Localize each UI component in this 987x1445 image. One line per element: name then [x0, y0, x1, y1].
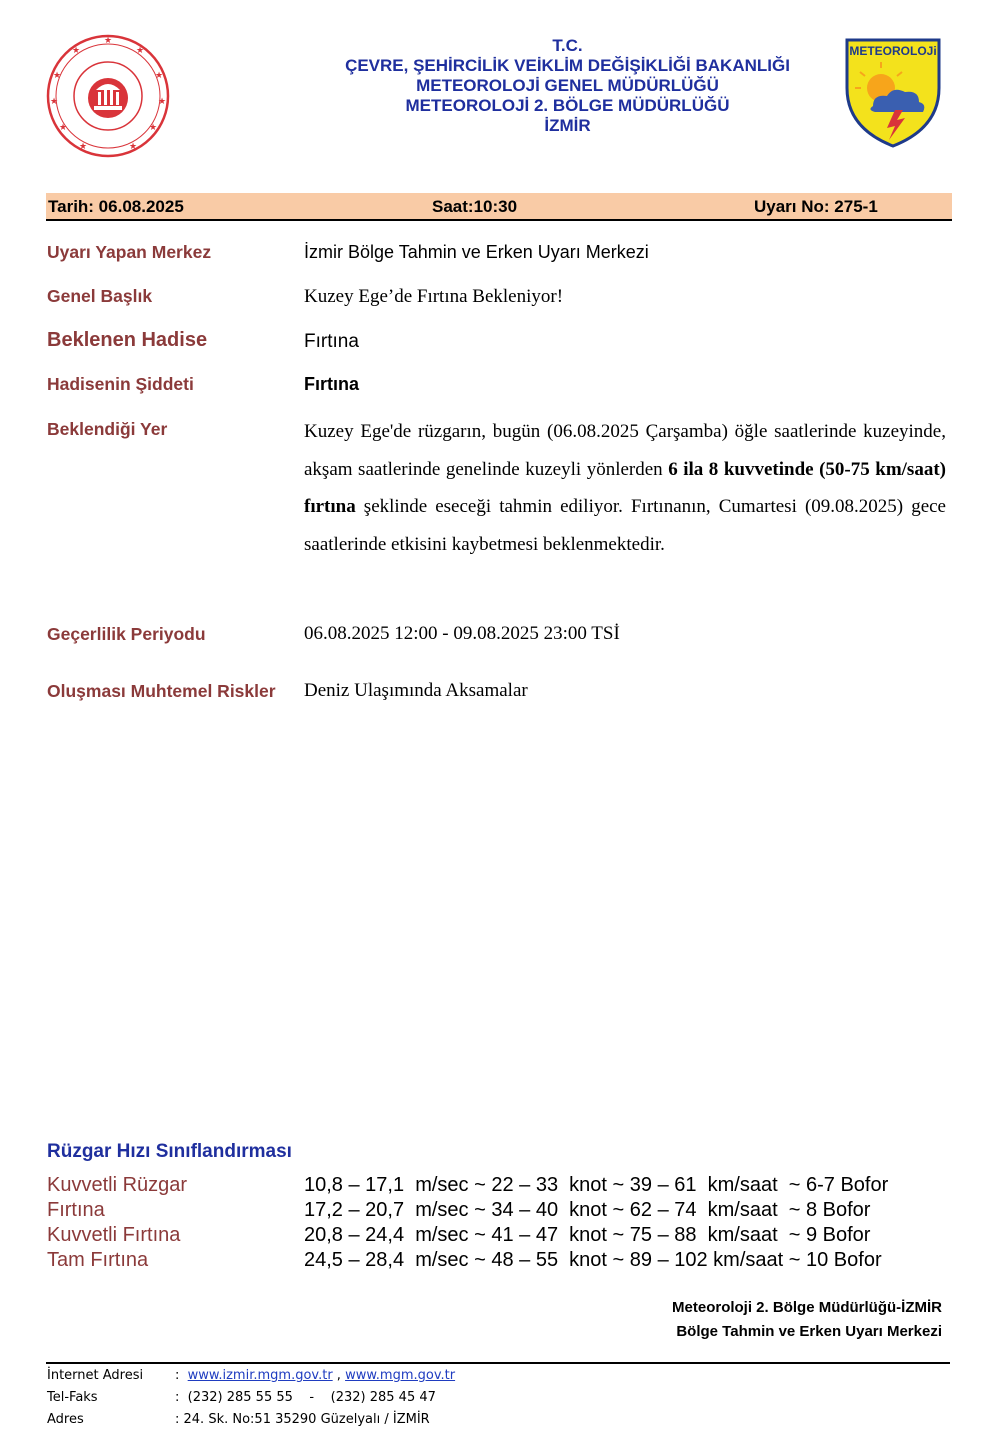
warning-date: Tarih: 06.08.2025 — [48, 197, 184, 216]
wind-row-name: Kuvvetli Rüzgar — [47, 1174, 188, 1196]
title-label: Genel Başlık — [47, 286, 153, 306]
svg-text:★: ★ — [52, 70, 62, 80]
place-text-bold: 6 ila 8 kuvvetinde (50-75 km/saat) fırtına — [304, 458, 946, 517]
footer-internet-label: İnternet Adresi — [47, 1368, 144, 1383]
warning-time: Saat:10:30 — [432, 197, 518, 216]
place-text-1: Kuzey Ege'de rüzgarın, bugün (06.08.2025 Çarşamba) öğle saatlerinde kuzeyinde, akşam saatlerinde genelinde kuzeyli yönlerden — [304, 421, 946, 480]
footer-internet: İnternet Adresi : www.izmir.mgm.gov.tr , www.mgm.gov.tr — [47, 1368, 456, 1383]
wind-row-value: 20,8 – 24,4 m/sec ~ 41 – 47 knot ~ 75 – 88 km/saat ~ 9 Bofor — [304, 1224, 871, 1246]
place-text-2: şeklinde eseceği tahmin ediliyor. Fırtınanın, Cumartesi (09.08.2025) gece saatlerinde etkisini kaybetmesi beklenmektedir. — [304, 496, 946, 555]
footer-address — [47, 1412, 430, 1427]
header-city: İZMİR — [544, 116, 591, 135]
footer-telfax — [47, 1390, 436, 1405]
wind-row — [0, 1199, 987, 1224]
wind-row-value: 24,5 – 28,4 m/sec ~ 48 – 55 knot ~ 89 – 102 km/saat ~ 10 Bofor — [304, 1249, 882, 1271]
header-directorate: METEOROLOJİ GENEL MÜDÜRLÜĞÜ — [416, 76, 719, 95]
svg-text:★: ★ — [78, 141, 88, 151]
izmir-mgm-link[interactable]: www.izmir.mgm.gov.tr — [187, 1368, 333, 1383]
footer-address-value: : 24. Sk. No:51 35290 Güzelyalı / İZMİR — [175, 1412, 430, 1427]
center-value: İzmir Bölge Tahmin ve Erken Uyarı Merkezi — [304, 242, 649, 262]
mgm-link[interactable]: www.mgm.gov.tr — [345, 1368, 456, 1383]
header-tc: T.C. — [552, 36, 583, 55]
svg-text:★: ★ — [71, 45, 81, 55]
svg-text:★: ★ — [154, 70, 164, 80]
wind-row — [0, 1224, 987, 1249]
footer-divider — [46, 1362, 950, 1364]
footer-telfax-label: Tel-Faks — [47, 1390, 98, 1405]
signature-block — [672, 1296, 942, 1344]
wind-row — [0, 1249, 987, 1274]
severity-value: Fırtına — [304, 374, 360, 394]
risks-value: Deniz Ulaşımında Aksamalar — [304, 680, 528, 701]
warning-info-bar — [46, 193, 952, 221]
validity-label: Geçerlilik Periyodu — [47, 624, 206, 644]
wind-row — [0, 1174, 987, 1199]
svg-text:★: ★ — [103, 35, 113, 45]
svg-text:★: ★ — [58, 122, 68, 132]
svg-text:★: ★ — [148, 122, 158, 132]
event-label: Beklenen Hadise — [47, 329, 208, 351]
severity-label: Hadisenin Şiddeti — [47, 374, 194, 394]
wind-classification-title: Rüzgar Hızı Sınıflandırması — [47, 1141, 292, 1162]
signature-line-1: Meteoroloji 2. Bölge Müdürlüğü-İZMİR — [672, 1299, 942, 1316]
header-ministry: ÇEVRE, ŞEHİRCİLİK VEİKLİM DEĞİŞİKLİĞİ BAKANLIĞI — [345, 56, 790, 75]
svg-text:★: ★ — [157, 96, 167, 106]
warning-number: Uyarı No: 275-1 — [754, 197, 878, 216]
event-value: Fırtına — [304, 331, 359, 352]
svg-text:★: ★ — [49, 96, 59, 106]
validity-value: 06.08.2025 12:00 - 09.08.2025 23:00 TSİ — [304, 623, 620, 644]
svg-text:★: ★ — [128, 141, 138, 151]
svg-text:★: ★ — [135, 45, 145, 55]
center-label: Uyarı Yapan Merkez — [47, 242, 212, 262]
risks-label: Oluşması Muhtemel Riskler — [47, 681, 276, 701]
wind-row-name: Fırtına — [47, 1199, 105, 1221]
meteoroloji-logo — [843, 36, 943, 148]
wind-row-value: 10,8 – 17,1 m/sec ~ 22 – 33 knot ~ 39 – 61 km/saat ~ 6-7 Bofor — [304, 1174, 889, 1196]
header-regional: METEOROLOJİ 2. BÖLGE MÜDÜRLÜĞÜ — [405, 96, 730, 115]
place-description — [304, 413, 946, 563]
wind-row-value: 17,2 – 20,7 m/sec ~ 34 – 40 knot ~ 62 – 74 km/saat ~ 8 Bofor — [304, 1199, 871, 1221]
place-label: Beklendiği Yer — [47, 419, 168, 439]
footer-telfax-value: : (232) 285 55 55 - (232) 285 45 47 — [175, 1390, 436, 1405]
footer-address-label: Adres — [47, 1412, 84, 1427]
wind-row-name: Tam Fırtına — [47, 1249, 149, 1271]
title-value: Kuzey Ege’de Fırtına Bekleniyor! — [304, 286, 564, 307]
signature-line-2: Bölge Tahmin ve Erken Uyarı Merkezi — [676, 1323, 942, 1340]
wind-row-name: Kuvvetli Fırtına — [47, 1224, 181, 1246]
logo-text: METEOROLOJi — [849, 44, 937, 58]
header-block — [290, 36, 845, 136]
ministry-seal — [46, 34, 170, 158]
